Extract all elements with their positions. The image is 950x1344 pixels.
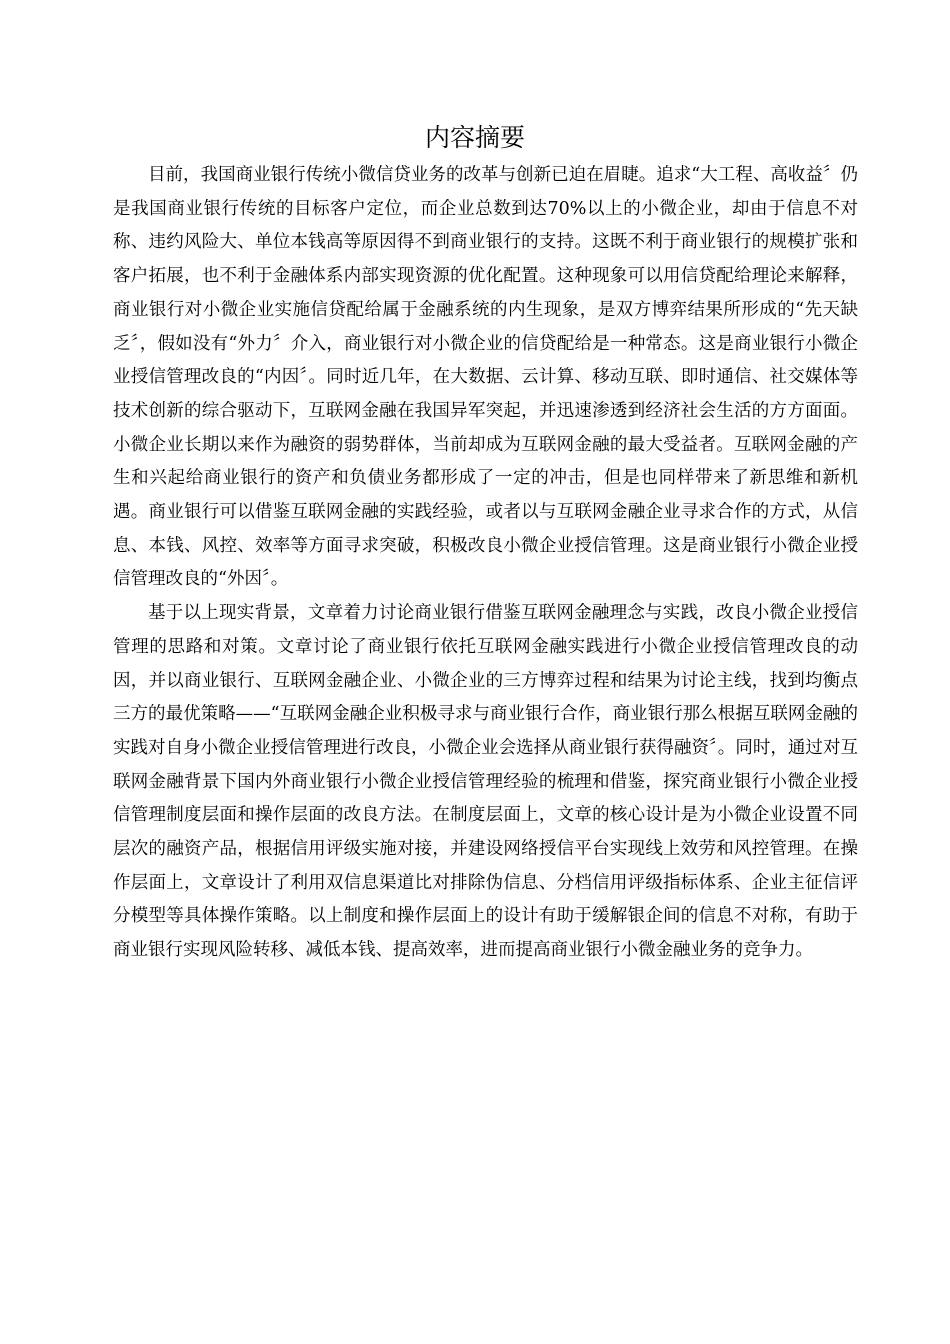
abstract-body [113,159,858,968]
paragraph-2: 基于以上现实背景，文章着力讨论商业银行借鉴互联网金融理念与实践，改良小微企业授信管理的思路和对策。文章讨论了商业银行依托互联网金融实践进行小微企业授信管理改良的动因，并以商业银行、互联网金融企业、小微企业的三方博弈过程和结果为讨论主线，找到均衡点三方的最优策略——“互联网金融企业积极寻求与商业银行合作，商业银行那么根据互联网金融的实践对自身小微企业授信管理进行改良，小微企业会选择从商业银行获得融资〞。同时，通过对互联网金融背景下国内外商业银行小微企业授信管理经验的梳理和借鉴，探究商业银行小微企业授信管理制度层面和操作层面的改良方法。在制度层面上，文章的核心设计是为小微企业设置不同层次的融资产品，根据信用评级实施对接，并建设网络授信平台实现线上效劳和风控管理。在操作层面上，文章设计了利用双信息渠道比对排除伪信息、分档信用评级指标体系、企业主征信评分模型等具体操作策略。以上制度和操作层面上的设计有助于缓解银企间的信息不对称，有助于商业银行实现风险转移、减低本钱、提高效率，进而提高商业银行小微金融业务的竞争力。 [113,603,858,961]
page-title: 内容摘要 [424,123,525,152]
paragraph-1: 目前，我国商业银行传统小微信贷业务的改革与创新已迫在眉睫。追求“大工程、高收益〞仍是我国商业银行传统的目标客户定位，而企业总数到达70%以上的小微企业，却由于信息不对称、违约风险大、单位本钱高等原因得不到商业银行的支持。这既不利于商业银行的规模扩张和客户拓展，也不利于金融体系内部实现资源的优化配置。这种现象可以用信贷配给理论来解释，商业银行对小微企业实施信贷配给属于金融系统的内生现象，是双方博弈结果所形成的“先天缺乏〞，假如没有“外力〞介入，商业银行对小微企业的信贷配给是一种常态。这是商业银行小微企业授信管理改良的“内因〞。同时近几年，在大数据、云计算、移动互联、即时通信、社交媒体等技术创新的综合驱动下，互联网金融在我国异军突起，并迅速渗透到经济社会生活的方方面面。小微企业长期以来作为融资的弱势群体，当前却成为互联网金融的最大受益者。互联网金融的产生和兴起给商业银行的资产和负债业务都形成了一定的冲击，但是也同样带来了新思维和新机遇。商业银行可以借鉴互联网金融的实践经验，或者以与互联网金融企业寻求合作的方式，从信息、本钱、风控、效率等方面寻求突破，积极改良小微企业授信管理。这是商业银行小微企业授信管理改良的“外因〞。 [113,165,858,590]
